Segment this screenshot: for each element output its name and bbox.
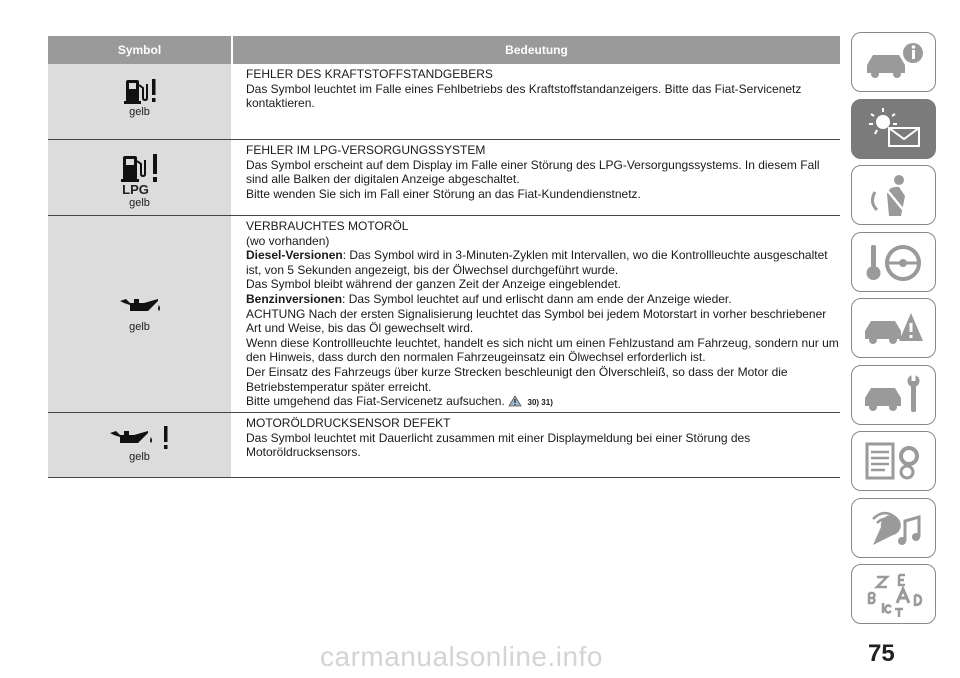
row-title: VERBRAUCHTES MOTORÖL [246,219,409,233]
row-title: FEHLER IM LPG-VERSORGUNGSSYSTEM [246,143,486,157]
symbol-cell [48,64,231,139]
lpg-system-warning-icon [118,152,162,184]
tab-multimedia[interactable] [851,498,936,558]
car-maintenance-wrench-icon [859,372,929,418]
warning-lights-table [48,36,840,478]
symbol-cell [48,216,231,412]
header-meaning: Bedeutung [231,36,840,64]
symbol-cell [48,140,231,215]
key-steering-wheel-icon [859,239,929,285]
diesel-label: Diesel-Versionen [246,248,343,263]
row-text: Das Symbol leuchtet im Falle eines Fehlbetriebs des Kraftstoffstandanzeigers. Bitte das Fiat-Servicenetz kontaktieren. [246,81,802,111]
description-cell [231,64,840,139]
watermark: carmanualsonline.info [320,641,603,672]
row-text-5: Bitte umgehend das Fiat-Servicenetz aufsuchen. [246,394,505,409]
table-row [48,413,840,478]
warning-triangle-icon [508,395,522,407]
row-text-4: Der Einsatz des Fahrzeugs über kurze Strecken beschleunigt den Ölverschleiß, so dass der Motor die Betriebstemperatur später erreicht. [246,364,788,394]
tab-emergency[interactable] [851,298,936,358]
row-text-5-paragraph [246,394,840,411]
technical-data-gear-icon [859,438,929,484]
description-cell [231,216,840,412]
fuel-level-sensor-warning-icon [121,76,159,106]
table-header [48,36,840,64]
page-number: 75 [868,640,895,667]
tab-safety[interactable] [851,165,936,225]
row-text-2: Bitte wenden Sie sich im Fall einer Störung an das Fiat-Kundendienstnetz. [246,186,641,201]
safety-seatbelt-airbag-icon [859,172,929,218]
chapter-tabs [851,32,936,631]
row-title: MOTORÖLDRUCKSENSOR DEFEKT [246,416,451,430]
car-emergency-icon [859,305,929,351]
tab-car-info[interactable] [851,32,936,92]
petrol-paragraph [246,292,840,307]
multimedia-music-icon [859,505,929,551]
tab-warning-lights[interactable] [851,99,936,159]
description-cell [231,140,840,215]
caution-text: ACHTUNG Nach der ersten Signalisierung leuchtet das Symbol bei jedem Motorstart in vorher beschriebener Art und Weise, bis das Öl gewechselt wird. [246,306,827,336]
row-subtitle: (wo vorhanden) [246,233,330,248]
references: 30) 31) [527,398,553,408]
header-symbol: Symbol [117,43,162,57]
description-cell [231,413,840,477]
diesel-text: : Das Symbol wird in 3-Minuten-Zyklen mit Intervallen, wo die Kontrollleuchte ausgeschaltet ist, von 5 Sekunden angezeigt, bis der Ölwechsel durchgeführt wurde. [246,248,828,277]
petrol-text: : Das Symbol leuchtet auf und erlischt dann am ende der Anzeige wieder. [342,291,732,306]
tab-technical-data[interactable] [851,431,936,491]
color-label: gelb [129,451,150,463]
diesel-paragraph [246,248,840,277]
oil-pressure-sensor-warning-icon [108,425,172,451]
warning-light-message-icon [859,106,929,152]
car-info-icon [859,39,929,85]
lpg-label: LPG [122,182,149,197]
color-label: gelb [129,321,150,333]
table-row [48,140,840,216]
color-label: gelb [129,197,150,209]
engine-oil-can-icon [118,295,162,315]
row-text: Das Symbol erscheint auf dem Display im Falle einer Störung des LPG-Versorgungssystems. In diesem Fall sind alle Balken der digitalen Anzeige abgeschaltet. [246,157,820,187]
petrol-label: Benzinversionen [246,291,343,306]
tab-maintenance[interactable] [851,365,936,425]
row-text: Das Symbol leuchtet mit Dauerlicht zusammen mit einer Displaymeldung bei einer Störung des Motoröldrucksensors. [246,430,751,460]
tab-starting-driving[interactable] [851,232,936,292]
color-label: gelb [129,106,150,118]
table-row [48,216,840,413]
symbol-cell [48,413,231,477]
row-title: FEHLER DES KRAFTSTOFFSTANDGEBERS [246,67,493,81]
row-text-3: Wenn diese Kontrollleuchte leuchtet, handelt es sich nicht um einen Fehlzustand am Fahrzeug, sondern nur um den Hinweis, dass durch den normalen Fahrzeugeinsatz ein Ölwechsel erforderlich ist. [246,335,839,365]
tab-index[interactable] [851,564,936,624]
table-row [48,64,840,140]
alphabetical-index-icon [859,571,929,617]
diesel-text-2: Das Symbol bleibt während der ganzen Zeit der Anzeige eingeblendet. [246,277,621,292]
